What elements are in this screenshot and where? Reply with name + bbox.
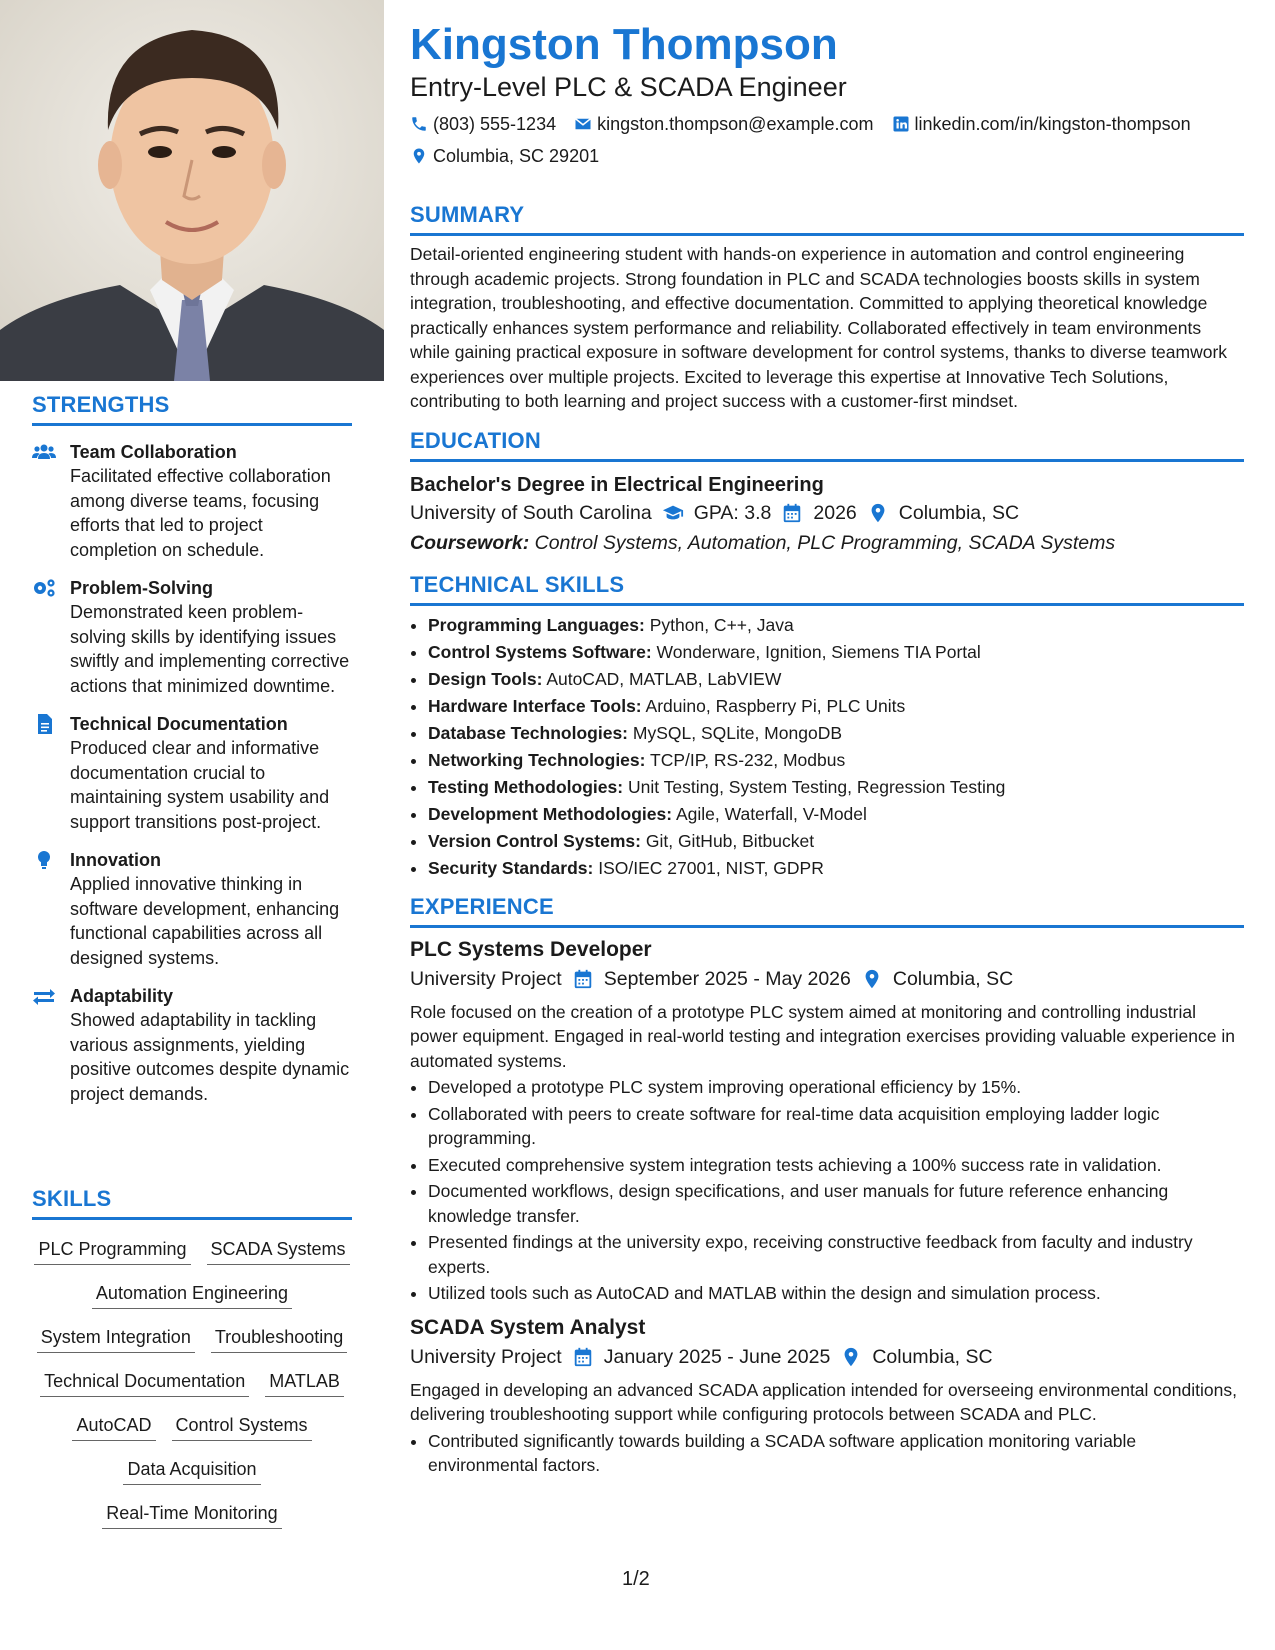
skills-list [32,1228,352,1536]
job-meta [410,964,1244,994]
linkedin-text: linkedin.com/in/kingston-thompson [914,114,1191,134]
skill-category: Database Technologies: [428,722,629,743]
strength-title: Problem-Solving [70,578,214,598]
skill-tag: SCADA Systems [207,1228,350,1265]
strengths-section [32,392,352,1106]
strength-title: Innovation [70,850,161,870]
list-item [428,666,1244,693]
skill-values: TCP/IP, RS-232, Modbus [650,749,846,770]
strength-item [32,576,352,698]
linkedin-icon [892,115,910,133]
contact-info [410,108,1244,172]
skill-tag: MATLAB [265,1360,344,1397]
map-pin-icon [867,502,889,524]
list-item: • Developed a prototype PLC system improving operational efficiency by 15%. [428,1075,1244,1100]
skill-tag: Troubleshooting [211,1316,347,1353]
summary-text: Detail-oriented engineering student with hands-on experience in automation and control engineering through academic projects. Strong foundation in PLC and SCADA technologies boosts skills in system integration, troubleshooting, and effective documentation. Committed to applying theoretical knowledge practically enhances system performance and reliability. Collaborated effectively in team environments while gaining practical exposure in software development for control systems, thanks to diverse teamwork experiences over multiple projects. Excited to leverage this expertise at Innovative Tech Solutions, contributing to both learning and project success with a customer-first mindset. [410,244,1228,411]
job-org: University Project [410,1345,562,1368]
list-item [428,612,1244,639]
experience-heading: EXPERIENCE [410,894,1244,928]
users-icon [32,442,58,464]
job-bullets [410,1075,1244,1306]
phone-text: (803) 555-1234 [433,114,557,134]
skill-category: Design Tools: [428,668,543,689]
list-item [428,828,1244,855]
school-name: University of South Carolina [410,501,652,524]
graduation-year: 2026 [813,501,857,524]
list-item: • Utilized tools such as AutoCAD and MATLAB within the design and simulation process. [428,1281,1244,1306]
strength-title: Team Collaboration [70,442,237,462]
job-title: SCADA System Analyst [410,1315,646,1339]
list-item [428,720,1244,747]
document-icon [32,714,58,736]
list-item [428,693,1244,720]
strength-description: Demonstrated keen problem-solving skills by identifying issues swiftly and implementing corrective actions that minimized downtime. [70,602,350,696]
calendar-icon [572,968,594,990]
job-description: Engaged in developing an advanced SCADA application intended for overseeing environmental conditions, delivering troubleshooting support while configuring protocols between SCADA and PLC. [410,1379,1237,1424]
skill-tag: PLC Programming [34,1228,190,1265]
job-location: Columbia, SC [892,967,1014,990]
email-contact[interactable] [574,108,873,140]
strengths-heading: STRENGTHS [32,392,352,426]
technical-skills-list [410,612,1244,882]
list-item: • Contributed significantly towards building a SCADA software application monitoring variable environmental factors. [428,1429,1244,1478]
job-bullets [410,1429,1244,1478]
calendar-icon [572,1346,594,1368]
skill-tag: Automation Engineering [92,1272,292,1309]
lightbulb-icon [32,850,58,872]
list-item: • Collaborated with peers to create software for real-time data acquisition employing ladder logic programming. [428,1102,1244,1151]
job-meta [410,1342,1244,1372]
skill-values: Arduino, Raspberry Pi, PLC Units [645,695,906,716]
skills-heading: SKILLS [32,1186,352,1220]
skill-tag: Real-Time Monitoring [102,1492,281,1529]
strength-description: Showed adaptability in tackling various assignments, yielding positive outcomes despite dynamic project demands. [70,1010,350,1104]
job-description: Role focused on the creation of a prototype PLC system aimed at monitoring and controlling industrial power equipment. Engaged in real-world testing and integration exercises providing valuable experience in automated systems. [410,1001,1235,1071]
experience-section [410,894,1244,1478]
map-pin-icon [840,1346,862,1368]
strength-item [32,984,352,1106]
skill-values: Unit Testing, System Testing, Regression Testing [627,776,1006,797]
linkedin-contact[interactable] [892,108,1191,140]
main-content [410,20,1244,1480]
skill-values: Wonderware, Ignition, Siemens TIA Portal [656,641,981,662]
list-item [428,774,1244,801]
envelope-icon [574,115,592,133]
location-contact [410,140,599,172]
skill-values: Python, C++, Java [649,614,794,635]
strength-description: Applied innovative thinking in software development, enhancing functional capabilities across all designed systems. [70,874,340,968]
summary-heading: SUMMARY [410,202,1244,236]
coursework-label: Coursework: [410,531,530,554]
strength-item [32,848,352,970]
education-section [410,428,1244,558]
skill-tag: Control Systems [172,1404,312,1441]
skill-values: Git, GitHub, Bitbucket [645,830,815,851]
technical-skills-heading: TECHNICAL SKILLS [410,572,1244,606]
calendar-icon [781,502,803,524]
education-meta [410,498,1244,528]
strength-title: Technical Documentation [70,714,288,734]
skill-category: Hardware Interface Tools: [428,695,642,716]
gears-icon [32,578,58,600]
job-entry [410,936,1244,1306]
job-dates: January 2025 - June 2025 [603,1345,831,1368]
summary-section [410,202,1244,414]
education-location: Columbia, SC [898,501,1020,524]
strength-title: Adaptability [70,986,174,1006]
profile-photo [0,0,384,381]
exchange-icon [32,986,58,1008]
location-text: Columbia, SC 29201 [433,146,600,166]
map-pin-icon [861,968,883,990]
job-title: PLC Systems Developer [410,937,652,961]
coursework [410,528,1244,558]
list-item: • Executed comprehensive system integration tests achieving a 100% success rate in validation. [428,1153,1244,1178]
job-entry [410,1314,1244,1478]
job-dates: September 2025 - May 2026 [603,967,851,990]
skill-category: Version Control Systems: [428,830,641,851]
skill-tag: Technical Documentation [40,1360,249,1397]
candidate-title: Entry-Level PLC & SCADA Engineer [410,72,847,102]
skill-category: Control Systems Software: [428,641,652,662]
skill-values: ISO/IEC 27001, NIST, GDPR [598,857,824,878]
page-number: 1/2 [622,1568,650,1590]
list-item [428,639,1244,666]
skill-tag: Data Acquisition [123,1448,260,1485]
list-item: • Documented workflows, design specifications, and user manuals for future reference enhancing knowledge transfer. [428,1179,1244,1228]
skill-category: Networking Technologies: [428,749,646,770]
skill-values: Agile, Waterfall, V-Model [675,803,867,824]
skill-tag: AutoCAD [72,1404,155,1441]
email-text: kingston.thompson@example.com [597,114,874,134]
skill-values: AutoCAD, MATLAB, LabVIEW [546,668,782,689]
skills-section [32,1186,352,1536]
list-item [428,801,1244,828]
phone-contact[interactable] [410,108,556,140]
skill-category: Programming Languages: [428,614,645,635]
phone-icon [410,115,428,133]
skill-category: Development Methodologies: [428,803,673,824]
gpa-text: GPA: 3.8 [693,501,772,524]
sidebar [0,0,384,1650]
list-item [428,747,1244,774]
list-item [428,855,1244,882]
technical-skills-section [410,572,1244,882]
job-org: University Project [410,967,562,990]
skill-category: Security Standards: [428,857,594,878]
graduation-cap-icon [662,502,684,524]
map-pin-icon [410,147,428,165]
strength-description: Produced clear and informative documentation crucial to maintaining system usability and support transitions post-project. [70,738,330,832]
coursework-list: Control Systems, Automation, PLC Programming, SCADA Systems [534,531,1116,554]
strength-description: Facilitated effective collaboration among diverse teams, focusing efforts that led to project completion on schedule. [70,466,331,560]
strength-item [32,440,352,562]
skill-values: MySQL, SQLite, MongoDB [632,722,843,743]
education-heading: EDUCATION [410,428,1244,462]
candidate-name: Kingston Thompson [410,20,838,69]
skill-tag: System Integration [37,1316,195,1353]
list-item: • Presented findings at the university expo, receiving constructive feedback from faculty and industry experts. [428,1230,1244,1279]
degree-title: Bachelor's Degree in Electrical Engineering [410,473,824,496]
strength-item [32,712,352,834]
job-location: Columbia, SC [872,1345,993,1368]
skill-category: Testing Methodologies: [428,776,624,797]
